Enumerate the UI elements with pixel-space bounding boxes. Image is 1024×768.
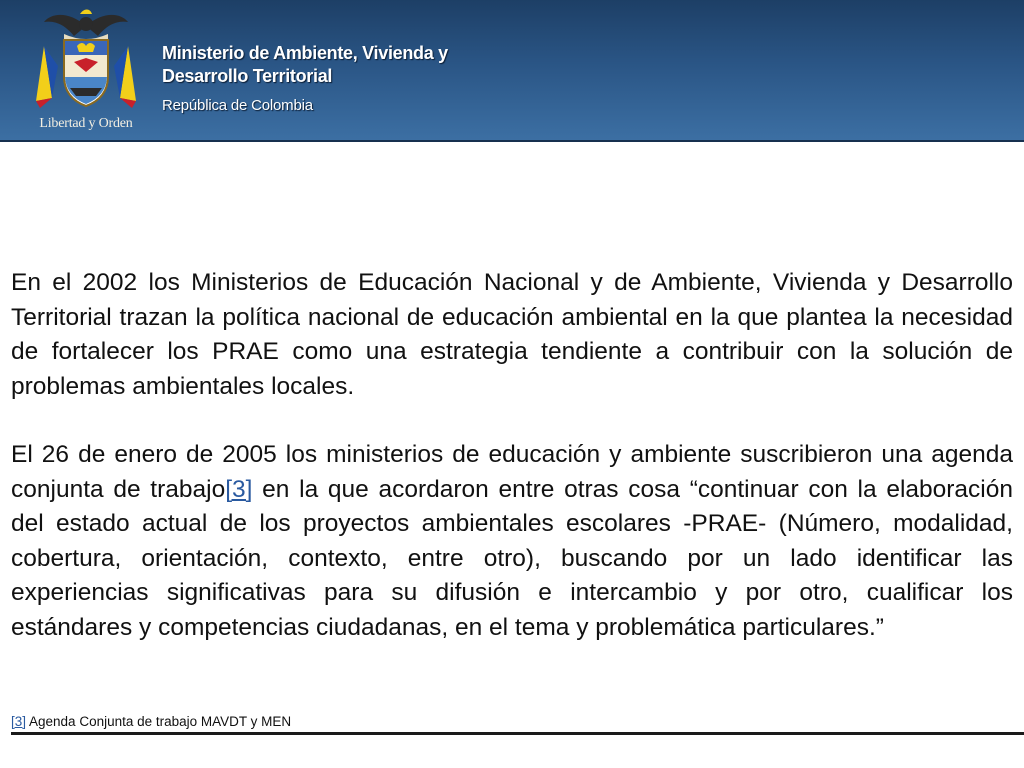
paragraph-2-text-start: El 26 de enero de 2005 los ministerios de educación y ambiente suscribieron una agenda conjunta de trabajo	[11, 441, 1013, 503]
footnote-backlink[interactable]: [3]	[11, 714, 27, 729]
ministry-name	[162, 42, 522, 88]
paragraph-2	[11, 438, 1013, 645]
ministry-name-line2: Desarrollo Territorial	[162, 66, 333, 86]
footnote-reference-link[interactable]: [3]	[225, 475, 253, 503]
colombia-coat-of-arms-icon	[30, 6, 142, 140]
coat-of-arms-motto: Libertad y Orden	[39, 116, 133, 131]
header-banner	[0, 0, 1024, 142]
ministry-name-line1: Ministerio de Ambiente, Vivienda y	[162, 43, 448, 63]
footnote	[11, 714, 291, 729]
republic-label: República de Colombia	[162, 97, 313, 114]
bottom-divider	[11, 732, 1024, 735]
paragraph-1: En el 2002 los Ministerios de Educación Nacional y de Ambiente, Vivienda y Desarrollo Territorial trazan la política nacional de educación ambiental en la que plantea la necesidad de fortalecer los PRAE como una estrategia tendiente a contribuir con la solución de problemas ambientales locales.	[11, 269, 1013, 400]
slide-body	[11, 266, 1013, 645]
footnote-text: Agenda Conjunta de trabajo MAVDT y MEN	[26, 714, 292, 729]
paragraph-2-text-end: en la que acordaron entre otras cosa “continuar con la elaboración del estado actual de los proyectos ambientales escolares -PRAE- (Número, modalidad, cobertura, orientación, contexto, entre otro), buscando por un lado identificar las experiencias significativas para su difusión e intercambio y por otro, cualificar los estándares y competencias ciudadanas, en el tema y problemática particulares.”	[11, 475, 1014, 641]
